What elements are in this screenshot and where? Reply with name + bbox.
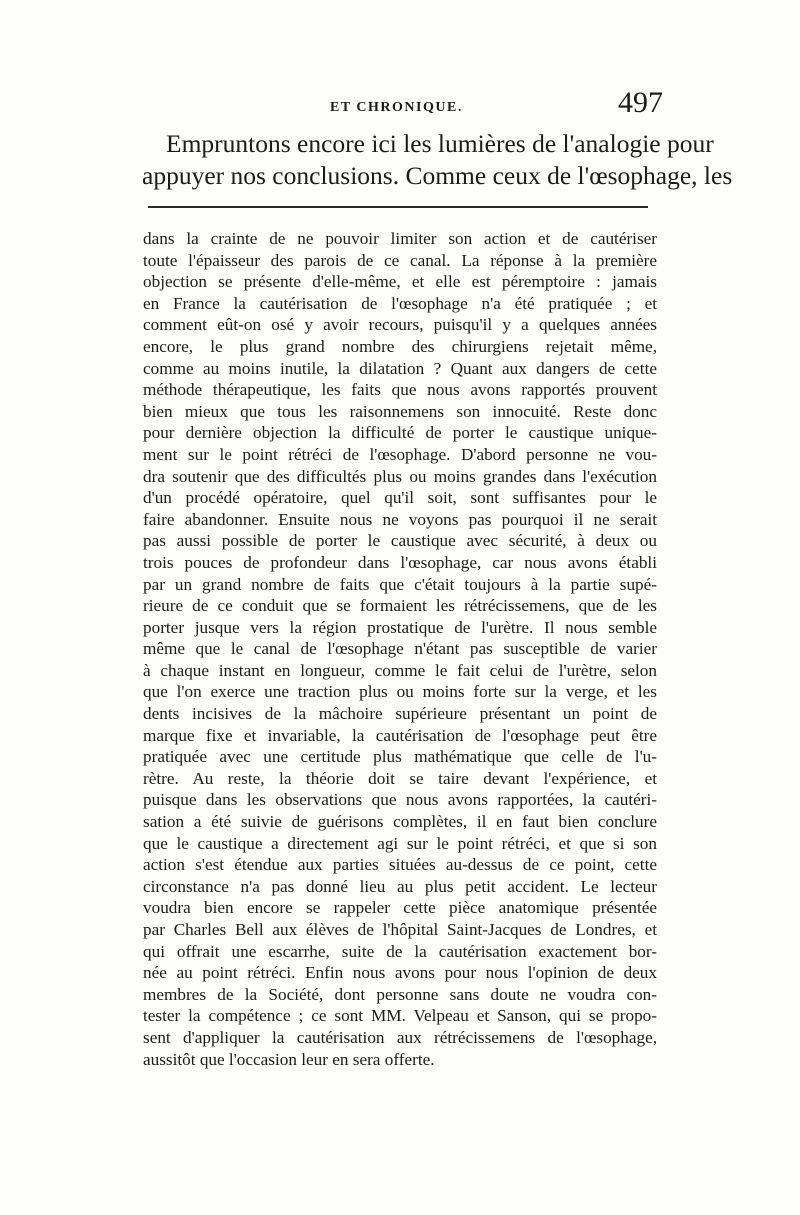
body-line: pratiquée avec une certitude plus mathématique que celle de l'u- [143, 747, 657, 767]
body-line: circonstance n'a pas donné lieu au plus petit accident. Le lecteur [143, 876, 657, 896]
body-line: par Charles Bell aux élèves de l'hôpital Saint-Jacques de Londres, et [143, 920, 657, 939]
footnote-body [143, 228, 657, 1070]
body-line: même que le canal de l'œsophage n'étant pas susceptible de varier [143, 639, 657, 659]
page-number: 497 [618, 86, 663, 119]
body-line: sation a été suivie de guérisons complètes, il en faut bien conclure [143, 812, 657, 832]
body-line: action s'est étendue aux parties situées au-dessus de ce point, cette [143, 855, 657, 875]
intro-paragraph [142, 128, 733, 192]
body-line: pas aussi possible de porter le caustique avec sécurité, à deux ou [143, 531, 657, 551]
body-line: encore, le plus grand nombre des chirurgiens rejetait même, [143, 336, 657, 356]
body-line: porter jusque vers la région prostatique de l'urètre. Il nous semble [143, 617, 657, 637]
body-line: toute l'épaisseur des parois de ce canal. La réponse à la première [143, 250, 657, 270]
body-line: en France la cautérisation de l'œsophage n'a été pratiquée ; et [143, 293, 657, 313]
body-line: comment eût-on osé y avoir recours, puisqu'il y a quelques années [143, 315, 657, 335]
body-line: rètre. Au reste, la théorie doit se taire devant l'expérience, et [143, 768, 657, 788]
body-line: par un grand nombre de faits que c'était toujours à la partie supé- [143, 574, 657, 594]
body-line: que le caustique a directement agi sur le point rétréci, et que si son [143, 833, 657, 853]
body-line: voudra bien encore se rappeler cette pièce anatomique présentée [143, 898, 657, 918]
body-line: aussitôt que l'occasion leur en sera offerte. [143, 1049, 435, 1069]
body-line: née au point rétréci. Enfin nous avons pour nous l'opinion de deux [143, 963, 657, 983]
body-line: méthode thérapeutique, les faits que nous avons rapportés prouvent [143, 380, 657, 400]
footnote-separator-rule [148, 206, 648, 208]
body-line: trois pouces de profondeur dans l'œsophage, car nous avons établi [143, 552, 657, 572]
body-line: ment sur le point rétréci de l'œsophage. D'abord personne ne vou- [143, 444, 657, 464]
body-line: tester la compétence ; ce sont MM. Velpeau et Sanson, qui se propo- [143, 1006, 657, 1026]
body-line: objection se présente d'elle-même, et elle est péremptoire : jamais [143, 272, 657, 292]
body-line: marque fixe et invariable, la cautérisation de l'œsophage peut être [143, 725, 657, 745]
body-line: membres de la Société, dont personne sans doute ne voudra con- [143, 984, 657, 1004]
body-line: puisque dans les observations que nous avons rapportées, la cautéri- [143, 790, 657, 810]
body-line: qui offrait une escarrhe, suite de la cautérisation exactement bor- [143, 941, 657, 961]
running-head: ET CHRONIQUE. [330, 100, 463, 115]
body-line: faire abandonner. Ensuite nous ne voyons pas pourquoi il ne serait [143, 509, 657, 529]
intro-line: Empruntons encore ici les lumières de l'analogie pour [166, 129, 714, 158]
body-line: pour dernière objection la difficulté de porter le caustique unique- [143, 423, 657, 443]
body-line: d'un procédé opératoire, quel qu'il soit, sont suffisantes pour le [143, 488, 657, 508]
body-line: bien mieux que tous les raisonnemens son innocuité. Reste donc [143, 401, 657, 421]
body-line: à chaque instant en longueur, comme le fait celui de l'urètre, selon [143, 660, 657, 680]
body-line: dents incisives de la mâchoire supérieure présentant un point de [143, 704, 657, 724]
body-line: dans la crainte de ne pouvoir limiter son action et de cautériser [143, 229, 657, 248]
body-line: comme au moins inutile, la dilatation ? Quant aux dangers de cette [143, 358, 657, 378]
body-line: que l'on exerce une traction plus ou moins forte sur la verge, et les [143, 682, 657, 702]
body-line: rieure de ce conduit que se formaient les rétrécissemens, que de les [143, 596, 657, 616]
intro-line: appuyer nos conclusions. Comme ceux de l'œsophage, les [142, 161, 733, 190]
body-line: dra soutenir que des difficultés plus ou moins grandes dans l'exécution [143, 466, 657, 486]
body-line: sent d'appliquer la cautérisation aux rétrécissemens de l'œsophage, [143, 1027, 657, 1047]
